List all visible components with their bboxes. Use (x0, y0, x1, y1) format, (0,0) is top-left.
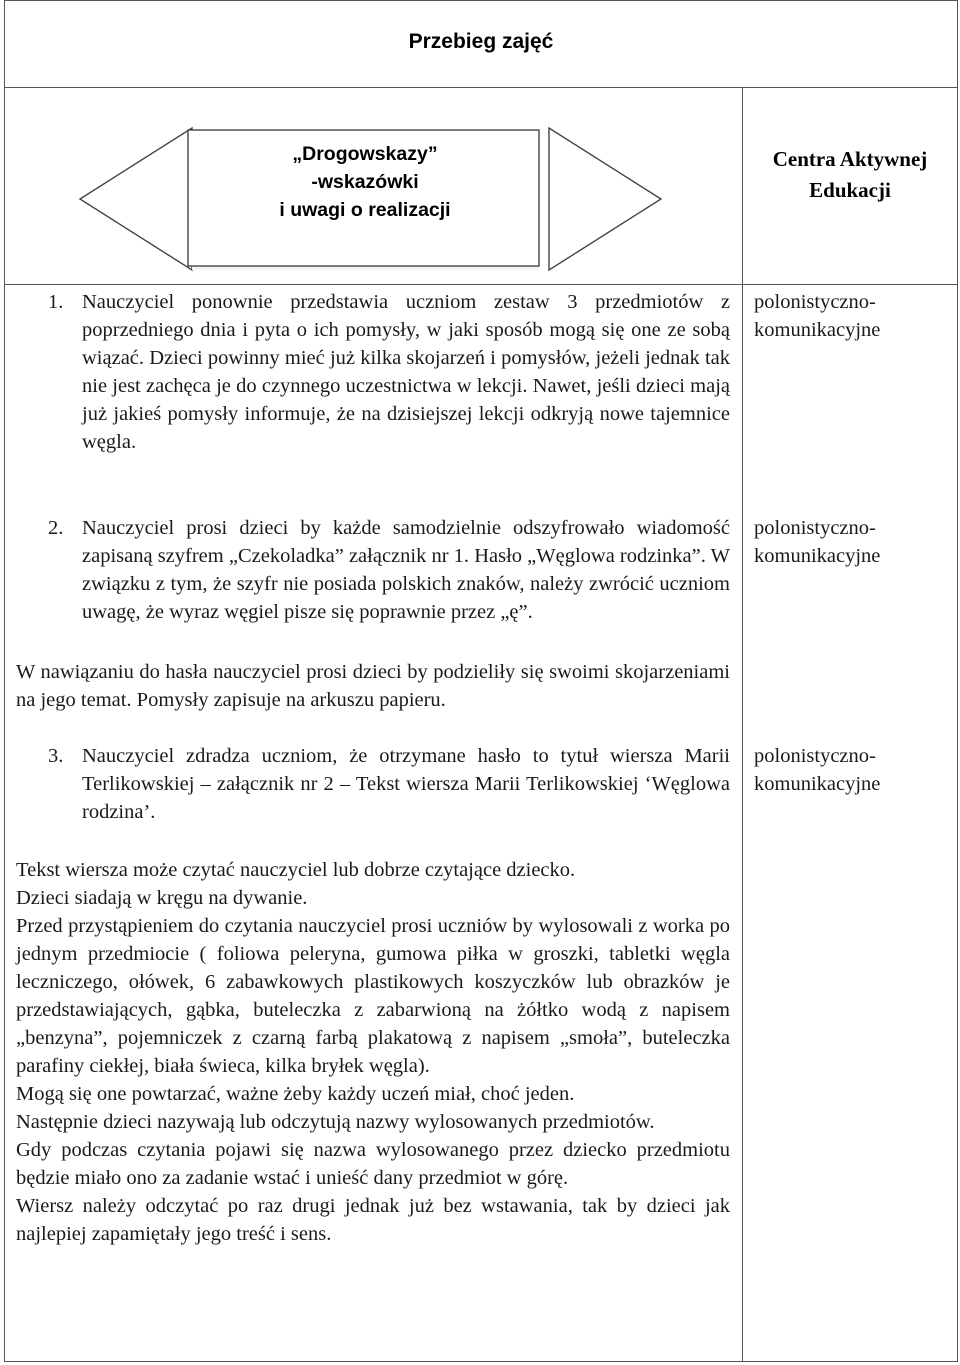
closing-paragraph: Gdy podczas czytania pojawi się nazwa wylosowanego przez dziecko przedmiotu będzie miało ono za zadanie wstać i unieść dany przedmiot w górę. (16, 1139, 730, 1189)
title-row-divider (4, 87, 958, 88)
step-text (82, 742, 730, 826)
closing-instructions (16, 856, 730, 1248)
guide-heading (193, 140, 537, 224)
step-text (82, 288, 730, 456)
step-paragraph: Nauczyciel zdradza uczniom, że otrzymane hasło to tytuł wiersza Marii Terlikowskiej – załącznik nr 2 – Tekst wiersza Marii Terlikowskiej ‘Węglowa rodzina’. (82, 745, 730, 823)
step-paragraph: Nauczyciel prosi dzieci by każde samodzielnie odszyfrowało wiadomość zapisaną szyfrem „Czekoladka” załącznik nr 1. Hasło „Węglowa rodzinka”. W związku z tym, że szyfr nie posiada polskich znaków, należy zwrócić uczniom uwagę, że wyraz węgiel pisze się poprawnie przez „ę”. (82, 517, 730, 623)
step-paragraph: W nawiązaniu do hasła nauczyciel prosi dzieci by podzieliły się swoimi skojarzeniami na jego temat. Pomysły zapisuje na arkuszu papieru. (16, 661, 730, 711)
header-row-divider (4, 284, 958, 285)
closing-paragraph: Mogą się one powtarzać, ważne żeby każdy uczeń miał, choć jeden. (16, 1083, 575, 1105)
category-line: polonistyczno- (754, 517, 876, 539)
category-line: polonistyczno- (754, 745, 876, 767)
page-title: Przebieg zajęć (408, 30, 554, 53)
closing-paragraph: Przed przystąpieniem do czytania nauczyciel prosi uczniów by wylosowali z worka po jednym przedmiocie ( foliowa peleryna, gumowa piłka w groszki, tabletki węgla leczniczego, ołówek, 6 zabawkowych plastikowych koszyczków lub obrazków je przedstawiających, gąbka, buteleczka z zabarwioną na żółtko wodą z napisem „benzyna”, pojemniczek z czarną farbą plakatową z napisem „smoła”, buteleczka parafiny ciekłej, biała świeca, kilka bryłek węgla). (16, 915, 730, 1077)
step-text (82, 514, 730, 626)
closing-paragraph: Następnie dzieci nazywają lub odczytują nazwy wylosowanych przedmiotów. (16, 1111, 655, 1133)
center-heading-line: Edukacji (809, 178, 891, 202)
column-divider (742, 87, 743, 1362)
category-line: komunikacyjne (754, 319, 881, 341)
step-category (754, 288, 880, 344)
step-category (754, 742, 880, 798)
closing-paragraph: Dzieci siadają w kręgu na dywanie. (16, 887, 308, 909)
center-heading (744, 144, 956, 206)
step-extra-text (16, 658, 730, 714)
guide-heading-line: -wskazówki (311, 171, 419, 193)
category-line: polonistyczno- (754, 291, 876, 313)
step-number: 1. (48, 291, 64, 313)
closing-paragraph: Tekst wiersza może czytać nauczyciel lub dobrze czytające dziecko. (16, 859, 576, 881)
closing-paragraph: Wiersz należy odczytać po raz drugi jednak już bez wstawania, tak by dzieci jak najlepiej zapamiętały jego treść i sens. (16, 1195, 730, 1245)
category-line: komunikacyjne (754, 773, 881, 795)
step-number: 2. (48, 517, 64, 539)
step-number: 3. (48, 745, 64, 767)
guide-heading-line: „Drogowskazy” (292, 143, 438, 165)
center-heading-line: Centra Aktywnej (772, 147, 928, 171)
step-category (754, 514, 880, 570)
guide-heading-line: i uwagi o realizacji (279, 199, 451, 221)
category-line: komunikacyjne (754, 545, 881, 567)
step-paragraph: Nauczyciel ponownie przedstawia uczniom zestaw 3 przedmiotów z poprzedniego dnia i pyta o ich pomysły, w jaki sposób mogą się one ze sobą wiązać. Dzieci powinny mieć już kilka skojarzeń i pomysłów, jeżeli jednak tak nie jest zachęca je do czynnego uczestnictwa w lekcji. Nawet, jeśli dzieci mają już jakieś pomysły informuje, że na dzisiejszej lekcji odkryją nowe tajemnice węgla. (82, 291, 730, 453)
